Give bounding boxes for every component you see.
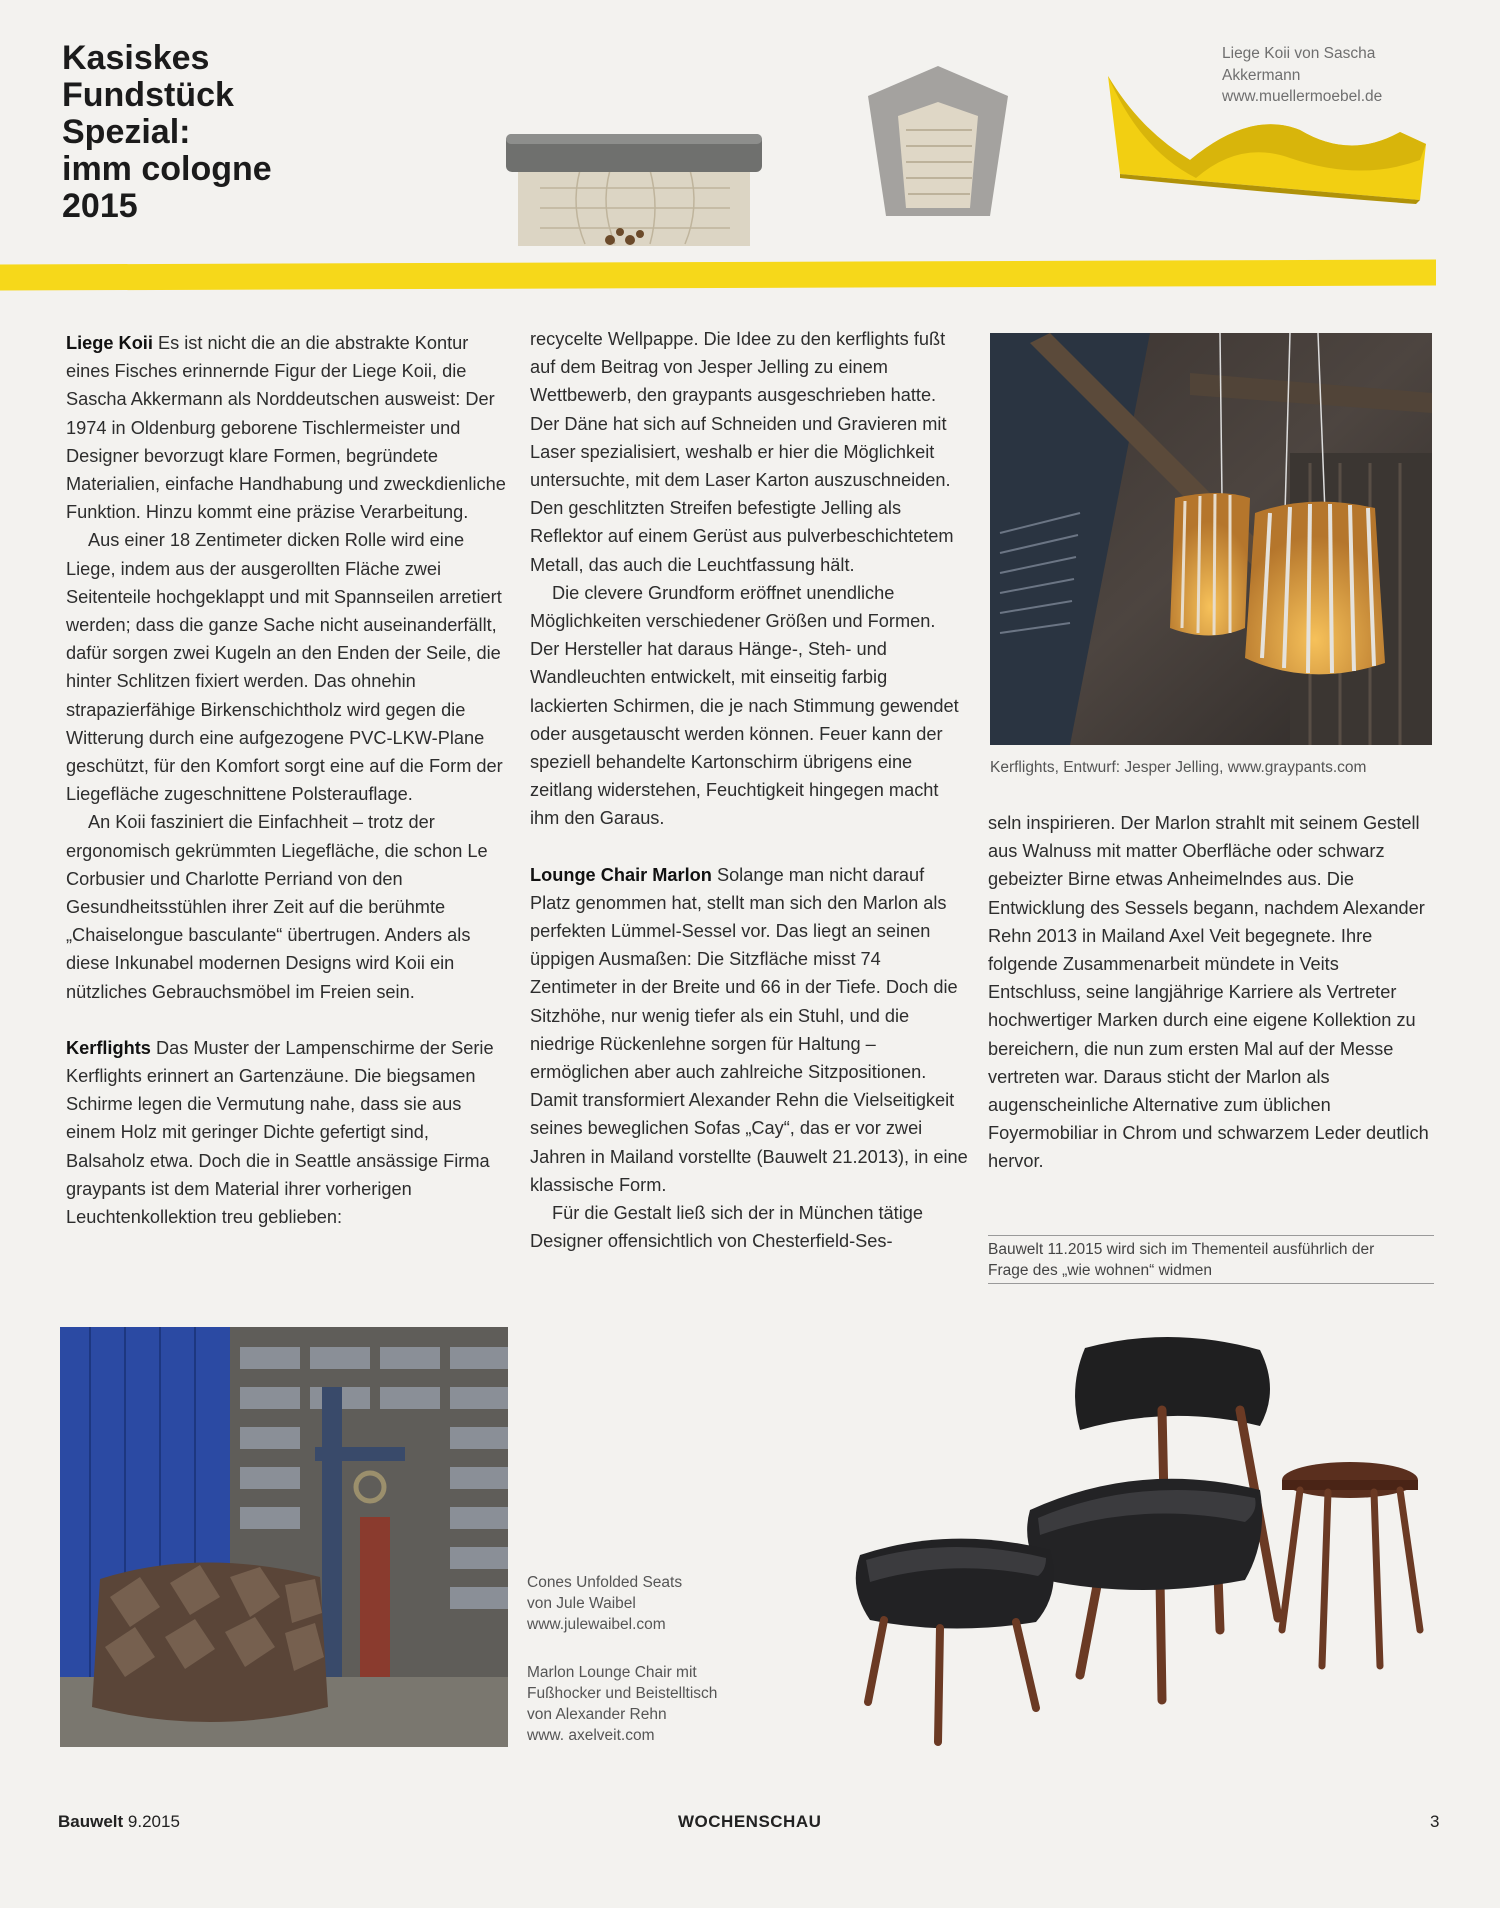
paragraph-marlon-3: seln inspirieren. Der Marlon strahlt mit seinem Gestell aus Walnuss mit matter Oberfläche oder schwarz gebeizter Birne etwas Anheimelndes aus. Die Entwicklung des Sessels begann, nachdem Alexander Rehn 2013 in Mailand Axel Veit begegnete. Ihre folgende Zusammenarbeit mündete in Veits Entschluss, seine langjährige Karriere als Vertreter hochwertiger Marken durch eine eigene Kollektion zu bereichern, die nun zum ersten Mal auf der Messe vertreten war. Daraus sticht der Marlon als augenscheinliche Alternative zum üblichen Foyermobiliar in Chrom und schwarzem Leder deutlich hervor. xyxy=(988,813,1429,1172)
caption-koii-line-3: www.muellermoebel.de xyxy=(1222,88,1383,105)
article-column-1 xyxy=(66,329,508,1231)
headline-line-3: Spezial: xyxy=(62,113,191,151)
paragraph-kerflights-3: Die clevere Grundform eröffnet unendliche Möglichkeiten verschiedener Größen und Formen. Der Hersteller hat daraus Hänge-, Steh- und Wandleuchten entwickelt, mit einseitig farbig lackierten Schirmen, die je nach Stimmung gewendet oder ausgetauscht werden können. Feuer kann der speziell behandelte Kartonschirm übrigens eine zeitlang widerstehen, Feuchtigkeit hingegen macht ihm den Garaus. xyxy=(530,582,959,829)
paragraph-text: Das Muster der Lampenschirme der Serie Kerflights erinnert an Gartenzäune. Die biegsamen Schirme legen die Vermutung nahe, dass sie aus einem Holz mit geringer Dichte gefertigt sind, Balsaholz etwa. Doch die in Seattle ansässige Firma graypants ist dem Material ihrer vorherigen Leuchtenkollektion treu geblieben: xyxy=(66,1037,494,1228)
paragraph-koii-2: Aus einer 18 Zentimeter dicken Rolle wird eine Liege, indem aus der ausgerollten Fläche zwei Seitenteile hochgeklappt und mit Spannseilen arretiert werden; dass die ganze Sache nicht auseinanderfällt, dafür sorgen zwei Kugeln an den Enden der Seile, die hinter Schlitzen fixiert werden. Das ohnehin strapazierfähige Birkenschichtholz wird gegen die Witterung durch eine aufgezogene PVC-LKW-Plane geschützt, für den Komfort sorgt eine auf die Form der Liegefläche zugeschnittene Polsterauflage. xyxy=(66,530,503,805)
caption-bauwelt-line-2: Frage des „wie wohnen“ widmen xyxy=(988,1262,1212,1279)
paragraph-liege-koii xyxy=(66,329,508,526)
paragraph-text: Solange man nicht darauf Platz genommen hat, stellt man sich den Marlon als perfekten Lümmel-Sessel vor. Das liegt an seinen üppigen Ausmaßen: Die Sitzfläche misst 74 Zentimeter in der Breite und 66 in der Tiefe. Doch die Sitzhöhe, nur wenig tiefer als ein Stuhl, und die niedrige Rückenlehne sorgen für Haltung – ermöglichen aber auch zahlreiche Sitzpositionen. Damit transformiert Alexander Rehn die Vielseitigkeit seines beweglichen Sofas „Cay“, das er vor zwei Jahren in Mailand vorstellte (Bauwelt 21.2013), in eine klassische Form. xyxy=(530,864,968,1195)
paragraph-lounge-chair-2: Für die Gestalt ließ sich der in München tätige Designer offensichtlich von Chesterfield-Ses- xyxy=(530,1203,923,1252)
paragraph-kerflights xyxy=(66,1034,508,1231)
article-column-2 xyxy=(530,325,968,1256)
footer-magazine: Bauwelt xyxy=(58,1812,124,1831)
caption-bauwelt-line-1: Bauwelt 11.2015 wird sich im Thementeil ausführlich der xyxy=(988,1241,1375,1258)
caption-marlon-line-2: Fußhocker und Beistelltisch xyxy=(527,1685,718,1702)
caption-cones-line-3: www.julewaibel.com xyxy=(527,1616,666,1633)
koii-open-photo xyxy=(858,58,1018,218)
caption-koii xyxy=(1222,43,1452,108)
marlon-chair-photo xyxy=(840,1330,1440,1760)
koii-rolled-photo xyxy=(500,128,770,248)
paragraph-text: Es ist nicht die an die abstrakte Kontur eines Fisches erinnernde Figur der Liege Koii, die Sascha Akkermann als Norddeutschen ausweist: Der 1974 in Oldenburg geborene Tischlermeister und Designer bevorzugt klare Formen, begründete Materialien, einfache Handhabung und zweckdienliche Funktion. Hinzu kommt eine präzise Verarbeitung. xyxy=(66,333,506,523)
headline-line-5: 2015 xyxy=(62,187,138,225)
caption-cones-line-1: Cones Unfolded Seats xyxy=(527,1574,683,1591)
headline-line-2: Fundstück xyxy=(62,76,234,114)
caption-marlon-line-1: Marlon Lounge Chair mit xyxy=(527,1664,697,1681)
article-column-3 xyxy=(988,809,1430,1176)
caption-rule-top xyxy=(988,1235,1434,1236)
yellow-band-divider xyxy=(0,259,1436,290)
caption-marlon-line-3: von Alexander Rehn xyxy=(527,1706,667,1723)
caption-cones xyxy=(527,1572,827,1635)
footer-section: WOCHENSCHAU xyxy=(678,1812,822,1831)
footer-page-number: 3 xyxy=(1430,1812,1440,1831)
caption-cones-line-2: von Jule Waibel xyxy=(527,1595,636,1612)
footer-issue: 9.2015 xyxy=(127,1812,180,1831)
caption-rule-bottom xyxy=(988,1283,1434,1284)
caption-marlon xyxy=(527,1662,827,1746)
section-title-liege-koii: Liege Koii xyxy=(66,333,153,353)
section-title-kerflights: Kerflights xyxy=(66,1037,151,1058)
section-title-lounge-chair: Lounge Chair Marlon xyxy=(530,864,712,885)
cones-photo xyxy=(60,1327,508,1747)
paragraph-kerflights-2: recycelte Wellpappe. Die Idee zu den kerflights fußt auf dem Beitrag von Jesper Jelling zu einem Wettbewerb, den graypants ausgeschrieben hatte. Der Däne hat sich auf Schneiden und Gravieren mit Laser spezialisiert, weshalb er hier die Möglichkeit untersuchte, mit dem Laser Karton auszuschneiden. Den geschlitzten Streifen befestigte Jelling als Reflektor auf einem Gerüst aus pulverbeschichtetem Metall, das auch die Leuchtfassung hält. xyxy=(530,329,954,575)
caption-bauwelt-note xyxy=(988,1239,1434,1281)
footer-magazine-issue xyxy=(58,1812,180,1832)
caption-marlon-line-4: www. axelveit.com xyxy=(527,1727,655,1744)
caption-koii-line-2: Akkermann xyxy=(1222,66,1301,84)
headline xyxy=(62,40,362,225)
caption-koii-line-1: Liege Koii von Sascha xyxy=(1222,45,1376,62)
paragraph-lounge-chair xyxy=(530,861,968,1199)
headline-line-1: Kasiskes xyxy=(62,39,210,77)
caption-kerflights: Kerflights, Entwurf: Jesper Jelling, www.graypants.com xyxy=(990,759,1367,776)
headline-line-4: imm cologne xyxy=(62,150,272,188)
kerflights-photo xyxy=(990,333,1432,745)
paragraph-koii-3: An Koii fasziniert die Einfachheit – trotz der ergonomisch gekrümmten Liegefläche, die schon Le Corbusier und Charlotte Perriand von den Gesundheitsstühlen ihrer Zeit auf die berühmte „Chaiselongue basculante“ übertrugen. Anders als diese Inkunabel modernen Designs wird Koii ein nützliches Gebrauchsmöbel im Freien sein. xyxy=(66,812,488,1002)
